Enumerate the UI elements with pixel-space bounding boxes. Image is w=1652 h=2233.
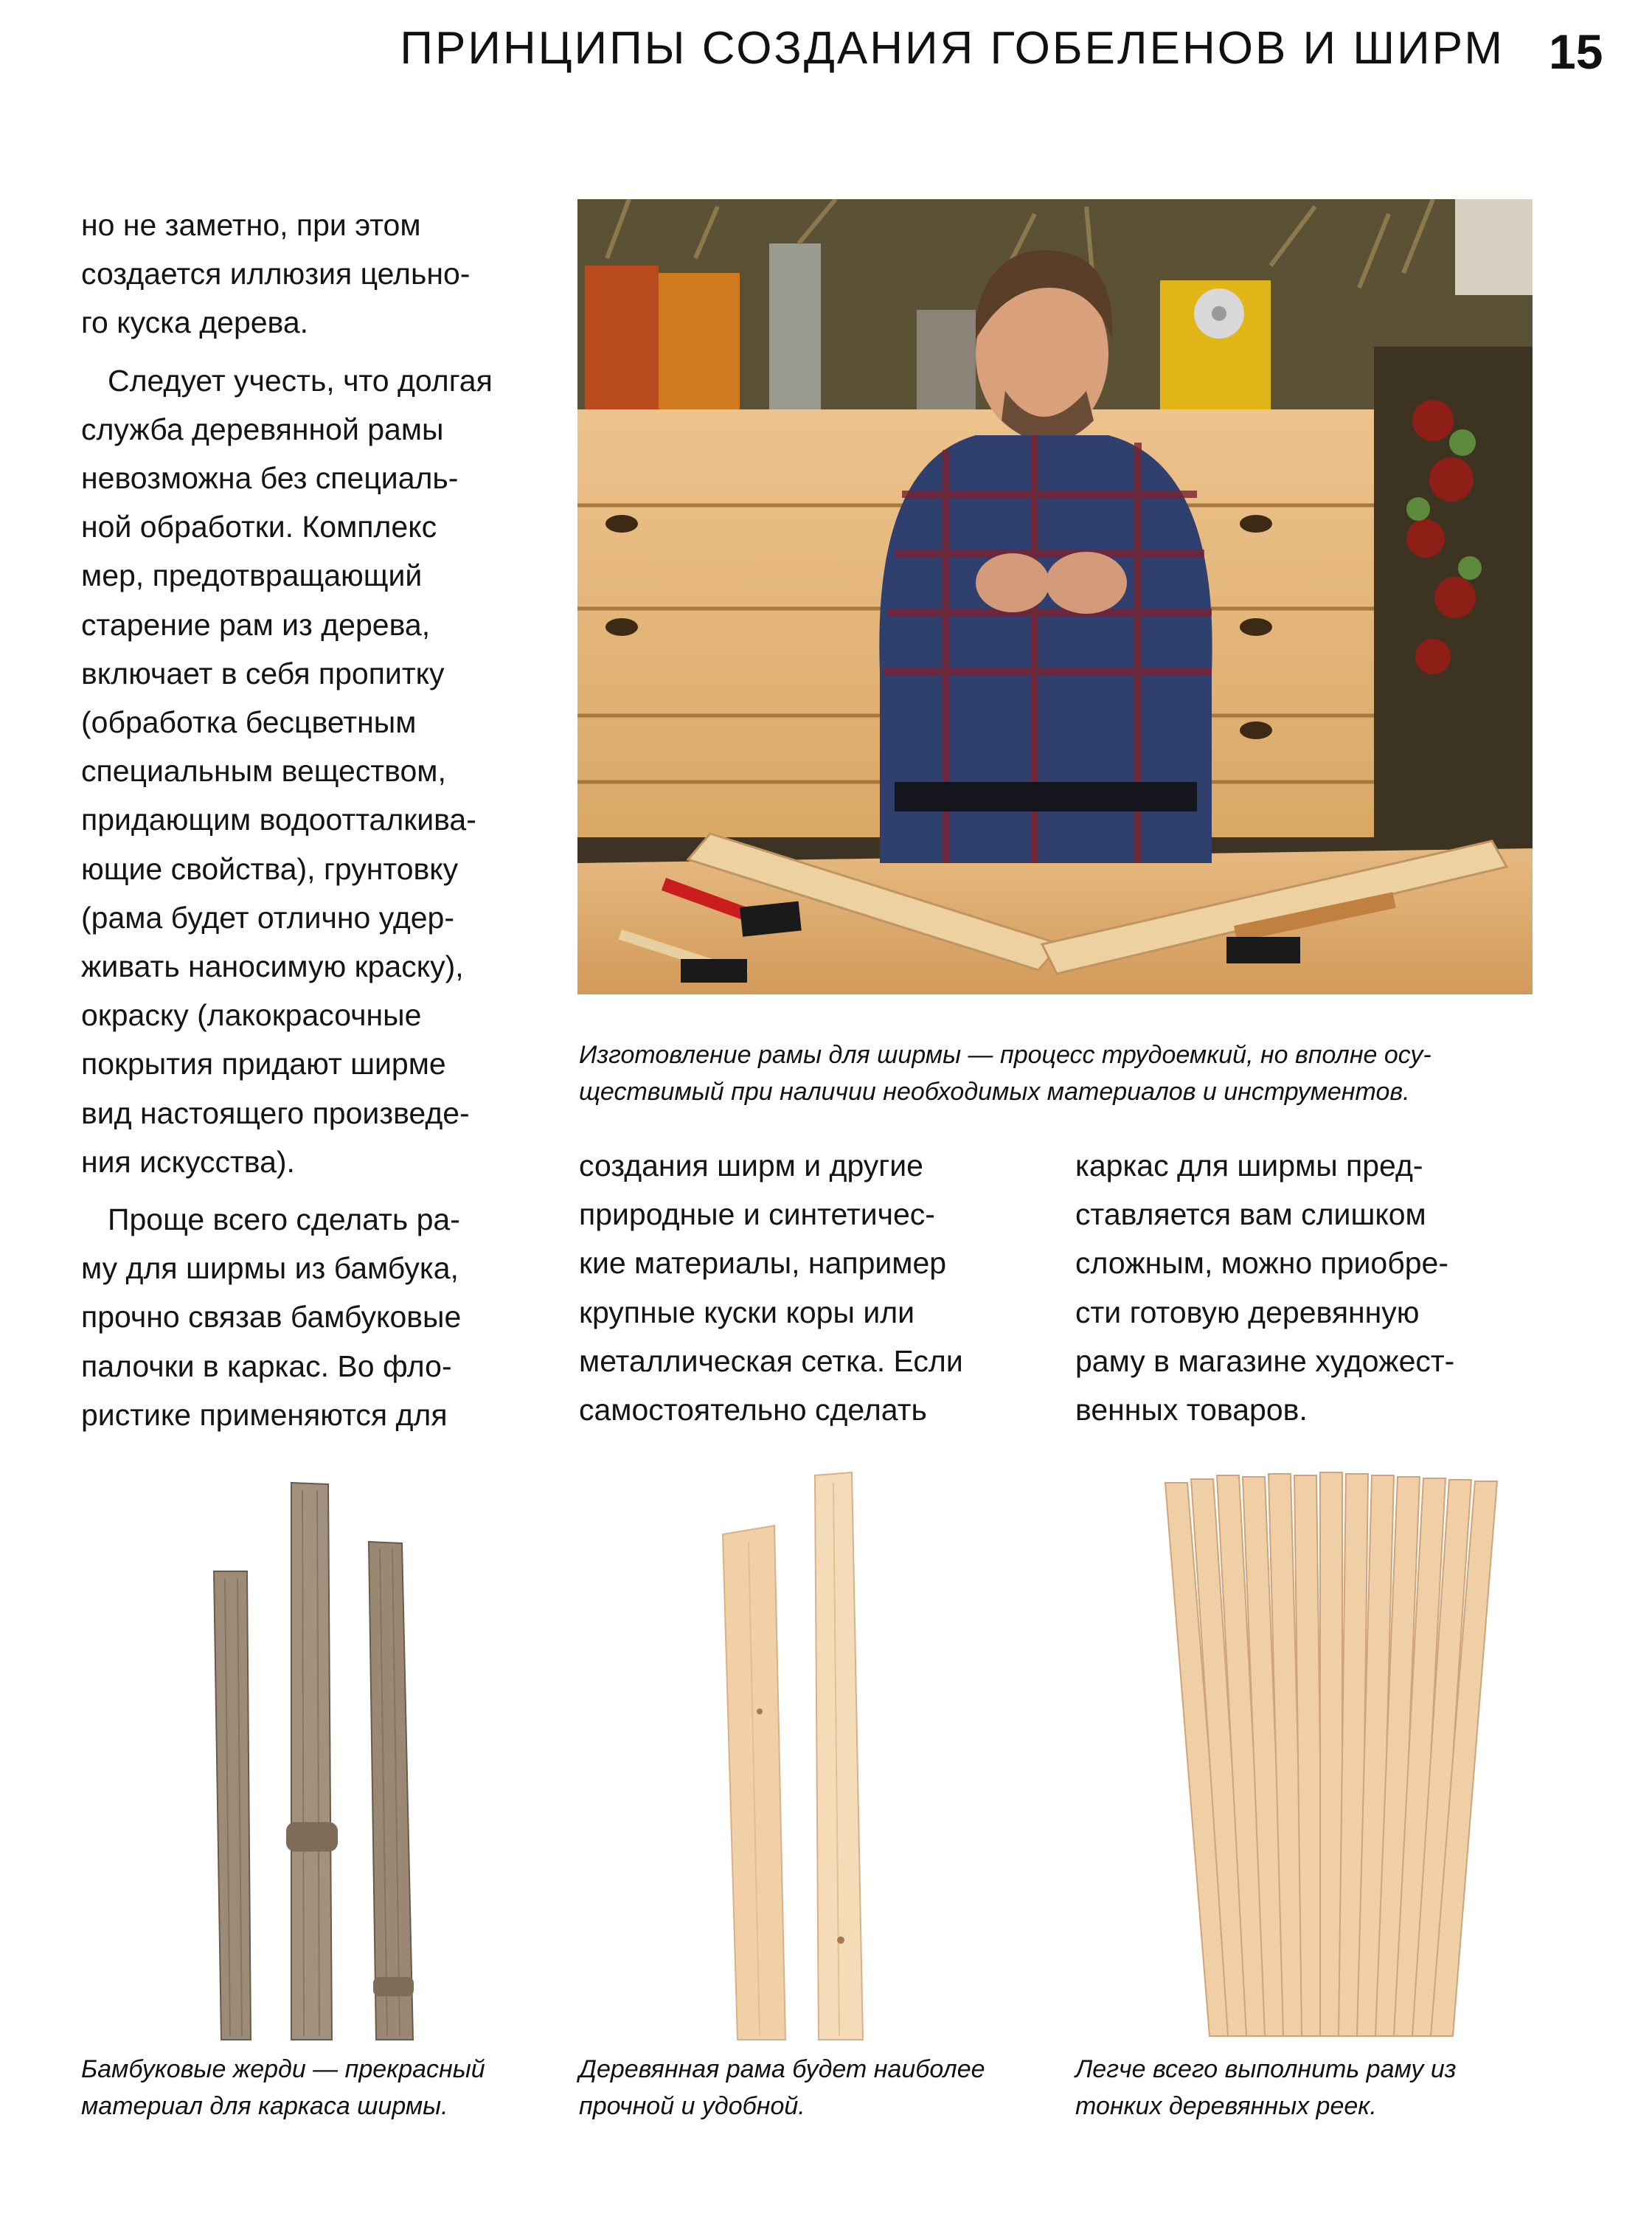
- text-line: мер, предотвращающий: [81, 558, 423, 593]
- text-line: природные и синтетичес-: [579, 1197, 935, 1232]
- text-line: специальным веществом,: [81, 754, 446, 789]
- text-line: придающим водоотталкива-: [81, 803, 476, 837]
- bamboo-poles-image: [199, 1468, 435, 2043]
- caption-line: прочной и удобной.: [579, 2092, 805, 2120]
- wooden-slats-image: [1158, 1468, 1504, 2043]
- text-line: ния искусства).: [81, 1144, 295, 1179]
- caption-line: Бамбуковые жерди — прекрасный: [81, 2055, 485, 2083]
- text-line: сти готовую деревянную: [1075, 1295, 1420, 1329]
- text-line: покрытия придают ширме: [81, 1047, 446, 1081]
- running-header-title: ПРИНЦИПЫ СОЗДАНИЯ ГОБЕЛЕНОВ И ШИРМ: [400, 23, 1504, 74]
- caption-line: тонких деревянных реек.: [1075, 2092, 1377, 2120]
- paragraph-2: [81, 356, 553, 1186]
- main-photo-caption: [579, 1036, 1530, 1110]
- text-line: самостоятельно сделать: [579, 1393, 927, 1427]
- text-line: крупные куски коры или: [579, 1295, 915, 1329]
- text-line: ристике применяются для: [81, 1397, 448, 1432]
- text-line: ставляется вам слишком: [1075, 1197, 1426, 1232]
- page-number: 15: [1549, 24, 1603, 79]
- text-line: (рама будет отлично удер-: [81, 900, 455, 935]
- text-line: Проще всего сделать ра-: [108, 1202, 460, 1237]
- wooden-boards-image: [708, 1468, 907, 2043]
- wooden-slats-illustration: [1158, 1468, 1504, 2043]
- text-line: включает в себя пропитку: [81, 656, 445, 690]
- text-line: создания ширм и другие: [579, 1149, 923, 1183]
- text-line: создается иллюзия цельно-: [81, 257, 471, 291]
- main-photo: [577, 199, 1533, 994]
- caption-line: материал для каркаса ширмы.: [81, 2092, 448, 2120]
- text-line: (обработка бесцветным: [81, 705, 417, 740]
- text-line: металлическая сетка. Если: [579, 1343, 963, 1378]
- text-line: невозможна без специаль-: [81, 461, 459, 496]
- text-line: раму в магазине художест-: [1075, 1343, 1455, 1378]
- caption-line: Легче всего выполнить раму из: [1075, 2055, 1457, 2083]
- right-text-column: [1075, 1141, 1547, 1434]
- bamboo-caption: [81, 2051, 553, 2125]
- paragraph-3: [81, 1195, 553, 1439]
- wooden-boards-illustration: [708, 1468, 907, 2043]
- caption-line: Изготовление рамы для ширмы — процесс трудоемкий, но вполне осу-: [579, 1041, 1431, 1069]
- bamboo-poles-illustration: [199, 1468, 435, 2043]
- text-line: венных товаров.: [1075, 1393, 1308, 1427]
- text-line: кие материалы, например: [579, 1246, 947, 1281]
- text-line: му для ширмы из бамбука,: [81, 1251, 459, 1286]
- text-line: сложным, можно приобре-: [1075, 1246, 1448, 1281]
- left-text-column: [81, 201, 553, 1439]
- wooden-board-caption: [579, 2051, 1051, 2125]
- caption-line: Деревянная рама будет наиболее: [579, 2055, 985, 2083]
- text-line: каркас для ширмы пред-: [1075, 1149, 1423, 1183]
- text-line: ной обработки. Комплекс: [81, 510, 437, 544]
- text-line: вид настоящего произведе-: [81, 1095, 470, 1130]
- workshop-photo-illustration: [577, 199, 1533, 994]
- text-line: ющие свойства), грунтовку: [81, 851, 459, 886]
- paragraph-1: [81, 201, 553, 347]
- text-line: Следует учесть, что долгая: [108, 363, 493, 398]
- text-line: прочно связав бамбуковые: [81, 1300, 462, 1334]
- caption-line: ществимый при наличии необходимых материалов и инструментов.: [579, 1078, 1410, 1106]
- text-line: окраску (лакокрасочные: [81, 998, 422, 1033]
- text-line: служба деревянной рамы: [81, 412, 444, 446]
- text-line: старение рам из дерева,: [81, 607, 431, 642]
- middle-text-column: [579, 1141, 1036, 1434]
- text-line: го куска дерева.: [81, 305, 309, 340]
- text-line: живать наносимую краску),: [81, 949, 464, 984]
- text-line: палочки в каркас. Во фло-: [81, 1349, 452, 1383]
- wooden-slats-caption: [1075, 2051, 1547, 2125]
- text-line: но не заметно, при этом: [81, 208, 421, 242]
